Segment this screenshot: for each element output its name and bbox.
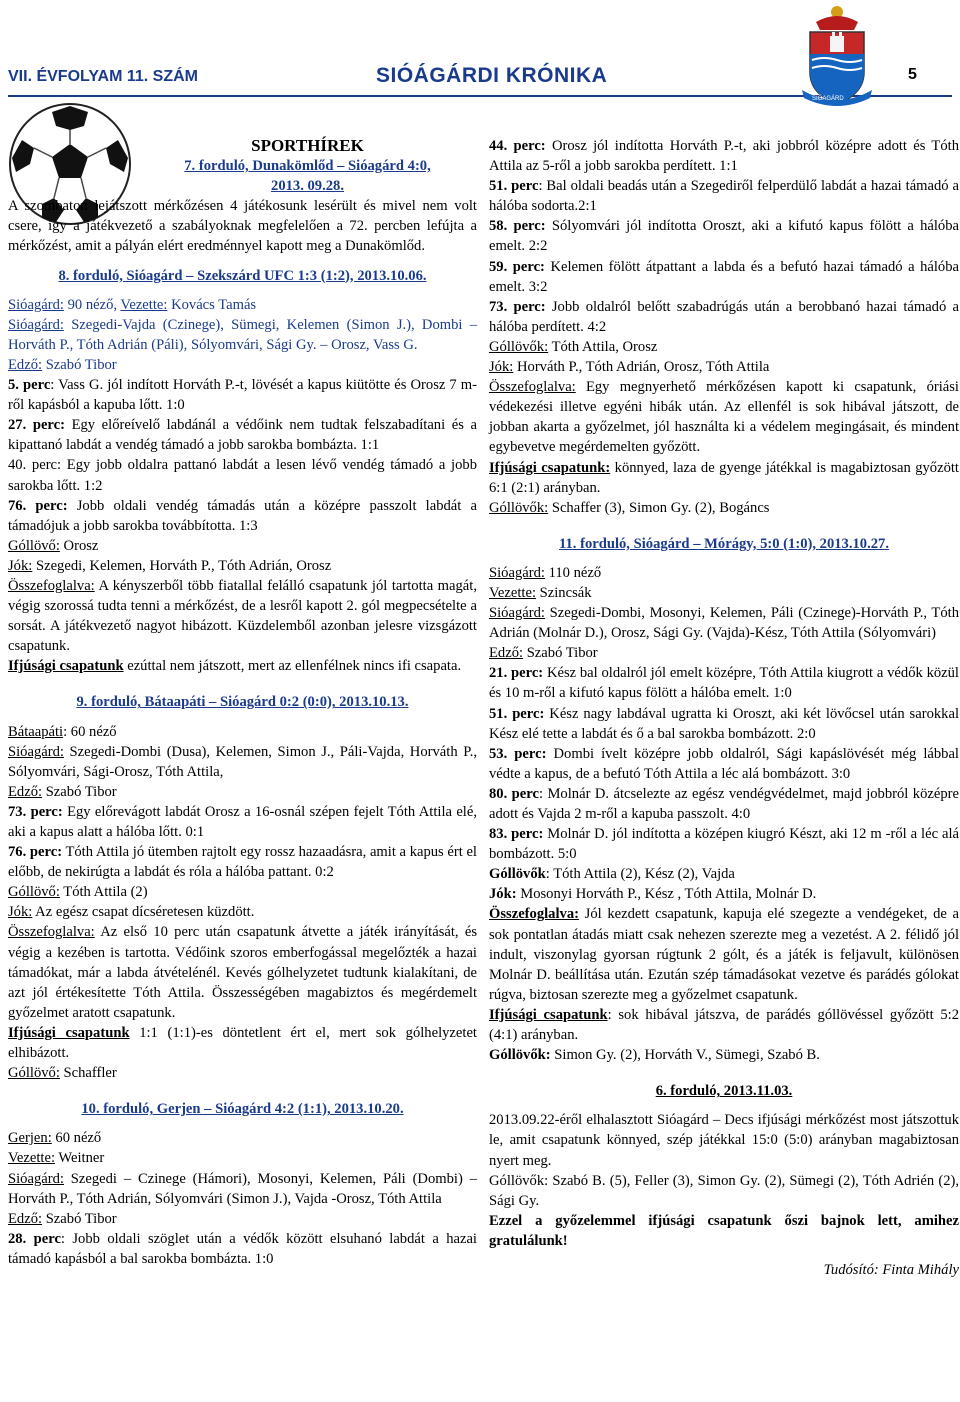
match-11-event: 80. perc: Molnár D. átcselezte az egész vendégvédelmet, majd jobbról középre adott és Vajda 2 m-ről a kapuba passzolt. 4:0	[489, 785, 959, 822]
match-9-summary: Összefoglalva: Az első 10 perc után csapatunk átvette a játék irányítását, és végig a kezében is tartotta. Védőink szoros emberfogással megelőzték a hazai támadókat, már a labda átvételénél. Kevés gólhelyzetet tudtunk kialakítani, de azt jól értékesítette Tóth Attila. Összességében magabiztos és megérdemelt győzelmet aratott csapatunk.	[8, 924, 477, 1021]
match-8-event: 76. perc: Jobb oldali vendég támadás után a középre passzolt labdát a támadójuk a jobb sarokba továbbította. 1:3	[8, 497, 477, 534]
match-10-event: 73. perc: Jobb oldalról belőtt szabadrúgás után a berobbanó hazai támadó a hálóba perdített. 4:2	[489, 298, 959, 335]
match-10-referee: Vezette: Weitner	[8, 1150, 105, 1167]
match-10-event: 28. perc: Jobb oldali szöglet után a védők között elsuhanó labdát a hazai támadó kapásból a bal sarokba bombázta. 1:0	[8, 1230, 477, 1267]
right-column	[489, 136, 959, 1280]
match-11-event: 51. perc: Kész nagy labdával ugratta ki Oroszt, aki két lövőcsel után sarokkal Kész elé tette a labdát és ő a bal sarokba bombázott. 2:0	[489, 705, 959, 742]
match-10-attendance: Gerjen: 60 néző	[8, 1130, 102, 1147]
page-header	[8, 64, 917, 94]
match-9-scorers: Góllövő: Tóth Attila (2)	[8, 884, 148, 901]
match-9-event: 76. perc: Tóth Attila jó ütemben rajtolt egy rossz hazaadásra, amit a kapus ért el előbb, de nekirúgta a labdát és róla a hálóba pattant. 0:2	[8, 844, 477, 881]
match-10-event: 59. perc: Kelemen fölött átpattant a labda és a befutó hazai támadó a hálóba emelt. 3:2	[489, 258, 959, 295]
match-7-report: A szombaton lejátszott mérkőzésen 4 játékosunk lesérült és mivel nem volt csere, így a játékvezető a szabályoknak megfelelően a 72. percben lefújta a mérkőzést, amit a pályán elért eredménnyel kapott meg a Dunakömlőd.	[8, 198, 477, 255]
match-9-lineup: Sióagárd: Szegedi-Dombi (Dusa), Kelemen, Simon J., Páli-Vajda, Horváth P., Sólyomvári, Sági-Orosz, Tóth Attila,	[8, 743, 477, 780]
match-11-event: 53. perc: Dombi ívelt középre jobb oldalról, Sági kapáslövését még lábbal védte a kapus, de a befutó Tóth Attila a léc alá bombázott. 3:0	[489, 745, 959, 782]
match-8-event: 40. perc: Egy jobb oldalra pattanó labdát a lesen lévő vendég támadó a jobb sarokba lőtt. 1:2	[8, 457, 477, 494]
match-10-event: 51. perc: Bal oldali beadás után a Szegediről felperdülő labdát a hazai támadó a hálóba sodorta.2:1	[489, 178, 959, 215]
match-8-coach: Edző: Szabó Tibor	[8, 356, 117, 373]
match-9-youth: Ifjúsági csapatunk 1:1 (1:1)-es döntetlent ért el, mert sok gólhelyzetet elhibázott.	[8, 1024, 477, 1062]
match-10-lineup: Sióagárd: Szegedi – Czinege (Hámori), Mosonyi, Kelemen, Páli (Dombi) – Horváth P., Tóth Adrián, Sólyomvári (Simon J.), Vajda -Orosz, Tóth Attila	[8, 1170, 477, 1207]
match-11-youth-scorers: Góllövők: Simon Gy. (2), Horváth V., Sümegi, Szabó B.	[489, 1047, 820, 1064]
match-10-coach: Edző: Szabó Tibor	[8, 1210, 117, 1227]
left-column	[8, 136, 477, 1269]
match-7-title: 7. forduló, Dunakömlőd – Sióagárd 4:0, 2013. 09.28.	[184, 158, 431, 195]
match-8-youth: Ifjúsági csapatunk ezúttal nem játszott, mert az ellenfélnek nincs ifi csapata.	[8, 658, 462, 675]
match-11-attendance: Sióagárd: 110 néző	[489, 564, 602, 581]
match-9-best: Jók: Az egész csapat dícséretesen küzdött.	[8, 904, 255, 921]
match-10-best: Jók: Horváth P., Tóth Adrián, Orosz, Tóth Attila	[489, 359, 770, 376]
match-10-youth-scorers: Góllövők: Schaffer (3), Simon Gy. (2), Bogáncs	[489, 499, 770, 516]
match-11-referee: Vezette: Szincsák	[489, 584, 592, 601]
crest-ribbon-label: SIÓAGÁRD	[812, 96, 844, 102]
match-10-event: 58. perc: Sólyomvári jól indította Oroszt, aki a kifutó kapus fölött a hálóba emelt. 2:2	[489, 218, 960, 255]
match-8-summary: Összefoglalva: A kényszerből több fiatallal felálló csapatunk jól tartotta magát, végig szorossá tudta tenni a mérkőzést, de a lesről kapott 2. gól megpecsételte a sorsát. A játékvezető nagyot hibázott. Küzdelemből azonban jelesre vizsgázott csapatunk.	[8, 577, 477, 655]
issue-label: VII. ÉVFOLYAM 11. SZÁM	[8, 68, 198, 85]
match-11-summary: Összefoglalva: Jól kezdett csapatunk, kapuja elé szegezte a vendégeket, de a sok pontatlan átadás miatt csak nehezen szerezte meg a vezetést. A 2. félidő jól indult, viszonylag gyorsan rúgtunk 2 gólt, és a játék is feljavult, különösen Molnár D. beállítása után. Ezután szép támadásokat vezetve és parádés gólokat rúgva, biztosan szerezte meg a győzelmet csapatunk.	[489, 906, 959, 1003]
match-9-attendance: Bátaapáti: 60 néző	[8, 723, 117, 740]
match-10-summary: Összefoglalva: Egy megnyerhető mérkőzésen kapott ki csapatunk, óriási védekezési illetve egyéni hibák után. Az ellenfél is sok hibával játszott, de jobban akarta a győzelmet, jól használta ki a védelem megingásait, és mindent egybevetve megérdemelten győzött.	[489, 379, 959, 456]
match-8-best: Jók: Szegedi, Kelemen, Horváth P., Tóth Adrián, Orosz	[8, 557, 332, 574]
match-8-attendance: Sióagárd: 90 néző, Vezette: Kovács Tamás	[8, 296, 257, 313]
page-number: 5	[908, 66, 917, 83]
match-9-coach: Edző: Szabó Tibor	[8, 783, 117, 800]
match-10-event: 44. perc: Orosz jól indította Horváth P.-t, aki jobbról középre adott és Tóth Attila az 5-ről a jobb sarokba perdített. 1:1	[489, 138, 959, 175]
match-11-best: Jók: Mosonyi Horváth P., Kész , Tóth Attila, Molnár D.	[489, 886, 817, 903]
match-10-title: 10. forduló, Gerjen – Sióagárd 4:2 (1:1), 2013.10.20.	[81, 1101, 404, 1118]
match-11-event: 83. perc: Molnár D. jól indította a középen kiugró Készt, aki 12 m -ről a léc alá bombázott. 5:0	[489, 826, 959, 863]
reporter-signature: Tudósító: Finta Mihály	[823, 1261, 959, 1278]
match-9-title: 9. forduló, Bátaapáti – Sióagárd 0:2 (0:0), 2013.10.13.	[76, 694, 409, 711]
match-8-scorers: Góllövő: Orosz	[8, 537, 99, 554]
magazine-title: SIÓÁGÁRDI KRÓNIKA	[376, 64, 608, 87]
match-9-youth-scorers: Góllövő: Schaffler	[8, 1065, 117, 1082]
match-6-scorers: Góllövők: Szabó B. (5), Feller (3), Simon Gy. (2), Sümegi (2), Tóth Adrién (2), Sági Gy.	[489, 1172, 959, 1209]
match-11-youth: Ifjúsági csapatunk: sok hibával játszva, de parádés góllövéssel győzött 5:2 (4:1) arányban.	[489, 1006, 959, 1044]
match-6-report: 2013.09.22-éről elhalasztott Sióagárd – Decs ifjúsági mérkőzést most játszottuk le, amit csapatunk könnyed, szép játékkal 15:0 (5:0) arányban magabiztosan nyert meg.	[489, 1112, 959, 1169]
congratulations: Ezzel a győzelemmel ifjúsági csapatunk őszi bajnok lett, amihez gratulálunk!	[489, 1212, 959, 1249]
match-10-youth: Ifjúsági csapatunk: könnyed, laza de gyenge játékkal is magabiztosan győzött 6:1 (2:1) arányban.	[489, 459, 959, 496]
match-6-title: 6. forduló, 2013.11.03.	[655, 1083, 793, 1100]
match-11-lineup: Sióagárd: Szegedi-Dombi, Mosonyi, Kelemen, Páli (Czinege)-Horváth P., Tóth Adrián (Molnár D.), Orosz, Sági Gy. (Vajda)-Kész, Tóth Attila (Sólyomvári)	[489, 605, 959, 642]
match-8-lineup: Sióagárd: Szegedi-Vajda (Czinege), Sümegi, Kelemen (Simon J.), Dombi – Horváth P., Tóth Adrián (Páli), Sólyomvári, Sági Gy. – Orosz, Vass G.	[8, 316, 477, 353]
match-8-title: 8. forduló, Sióagárd – Szekszárd UFC 1:3 (1:2), 2013.10.06.	[58, 267, 427, 284]
section-title: SPORTHÍREK	[251, 136, 364, 155]
match-11-title: 11. forduló, Sióagárd – Mórágy, 5:0 (1:0), 2013.10.27.	[559, 535, 889, 552]
match-8-event: 5. perc: Vass G. jól indított Horváth P.-t, lövését a kapus kiütötte és Orosz 7 m-ről kapásból a kapuba lőtt. 1:0	[8, 377, 477, 414]
match-8-event: 27. perc: Egy előreívelő labdánál a védőink nem tudtak felszabadítani és a kipattanó labdát a vendég támadó a jobb sarokba bombázta. 1:1	[8, 417, 477, 454]
match-10-scorers: Góllövők: Tóth Attila, Orosz	[489, 338, 658, 355]
match-11-coach: Edző: Szabó Tibor	[489, 645, 598, 662]
match-9-event: 73. perc: Egy előrevágott labdát Orosz a 16-osnál szépen fejelt Tóth Attila elé, aki a kapus alatt a hálóba lőtt. 0:1	[8, 803, 477, 840]
match-11-event: 21. perc: Kész bal oldalról jól emelt középre, Tóth Attila kiugrott a védők közül és 10 m-ről a kifutó kapus fölött a hálóba emelt. 1:0	[489, 665, 959, 702]
match-11-scorers: Góllövők: Tóth Attila (2), Kész (2), Vajda	[489, 866, 735, 883]
